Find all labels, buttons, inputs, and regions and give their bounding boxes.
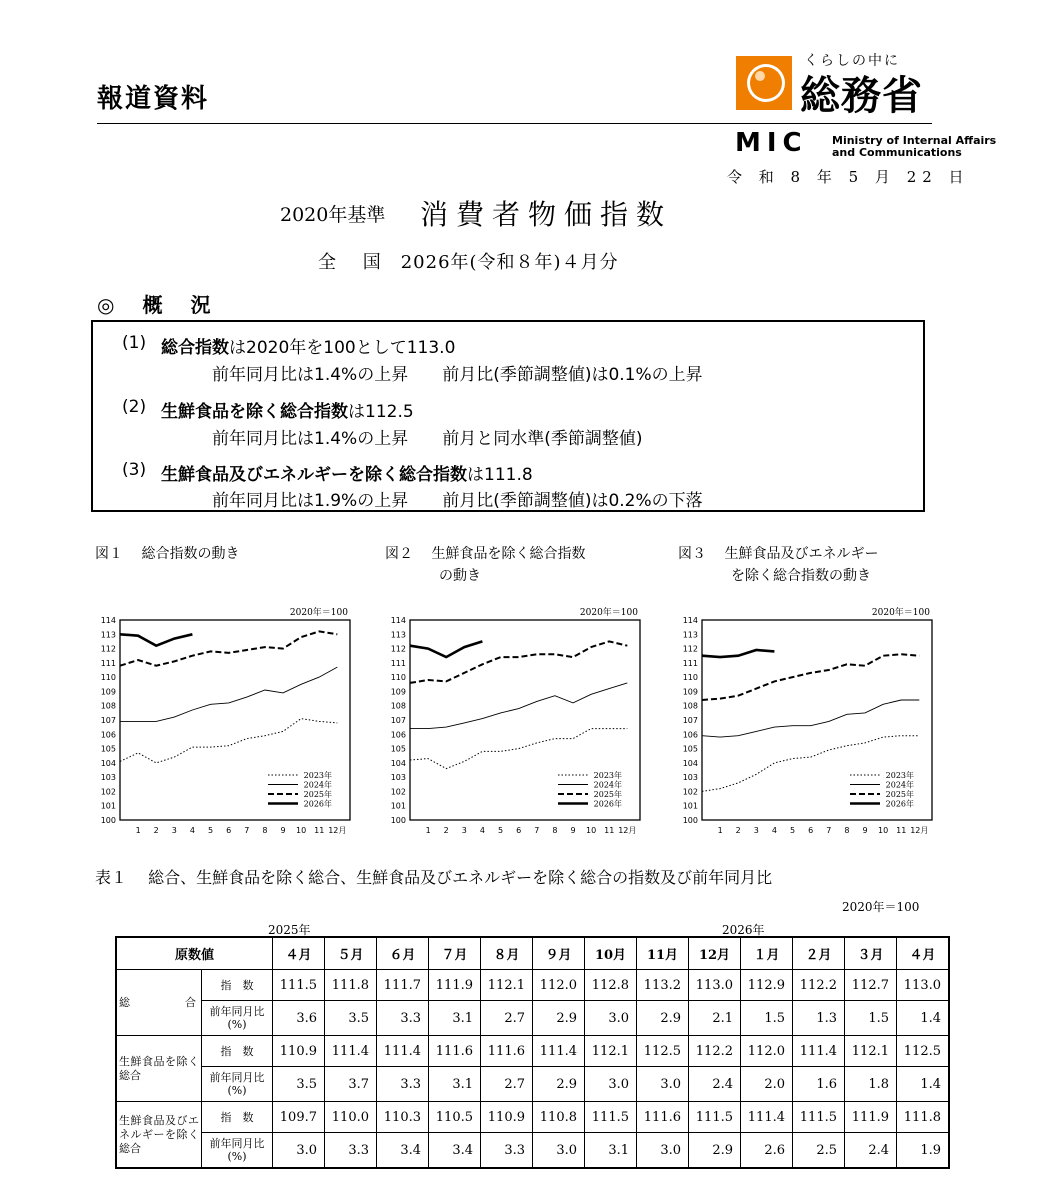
table-cell: 112.5 <box>897 1036 950 1067</box>
table-yoy-label-unit: (%) <box>227 1150 247 1163</box>
y-tick-label: 101 <box>682 801 698 811</box>
month-header: ３月 <box>845 937 897 970</box>
table-cell: 3.0 <box>585 1067 637 1102</box>
overview-item-detail: 前年同月比は1.4%の上昇 前月と同水準(季節調整値) <box>212 429 643 449</box>
table-row-index <box>116 970 949 1001</box>
y-tick-label: 114 <box>390 616 406 625</box>
y-tick-label: 103 <box>682 773 698 783</box>
y-tick-label: 113 <box>390 630 406 640</box>
y-tick-label: 105 <box>100 744 116 754</box>
table-caption: 表１ 総合、生鮮食品を除く総合、生鮮食品及びエネルギーを除く総合の指数及び前年同月比 <box>95 868 773 887</box>
y-tick-label: 108 <box>390 701 406 711</box>
table-cell: 2.9 <box>533 1067 585 1102</box>
overview-item-bold: 生鮮食品を除く総合指数 <box>161 402 348 422</box>
table-cell: 3.0 <box>637 1067 689 1102</box>
table-cell: 113.2 <box>637 970 689 1001</box>
x-tick-label: 8 <box>844 826 850 835</box>
month-header: ８月 <box>481 937 533 970</box>
cpi-data-table <box>115 936 950 1169</box>
y-tick-label: 110 <box>100 673 116 683</box>
x-tick-label: 10 <box>296 826 307 835</box>
figure-caption-line: 図１ 総合指数の動き <box>95 546 240 562</box>
chart-unit-label: 2020年＝100 <box>289 608 348 618</box>
overview-item-number: (2) <box>122 397 147 417</box>
table-cell: 3.6 <box>273 1001 325 1036</box>
table-group-label: 生鮮食品を除く総合 <box>116 1036 202 1102</box>
table-cell: 111.5 <box>273 970 325 1001</box>
figure-caption-line: を除く総合指数の動き <box>731 568 871 584</box>
legend-label: 2024年 <box>593 780 622 790</box>
x-tick-label: 1 <box>717 826 723 835</box>
x-tick-label: 12月 <box>618 826 637 835</box>
table-cell: 3.0 <box>273 1133 325 1169</box>
table-cell: 111.4 <box>533 1036 585 1067</box>
title-base-year: 2020年基準 <box>280 204 386 226</box>
x-tick-label: 2 <box>153 826 159 835</box>
table-cell: 2.9 <box>533 1001 585 1036</box>
x-tick-label: 4 <box>479 826 485 835</box>
table-cell: 3.1 <box>585 1133 637 1169</box>
x-tick-label: 3 <box>171 826 177 835</box>
mic-fullname-line1: Ministry of Internal Affairs <box>832 134 997 147</box>
month-header: ２月 <box>793 937 845 970</box>
table-cell: 1.8 <box>845 1067 897 1102</box>
y-tick-label: 107 <box>100 716 116 725</box>
series-line-dashed <box>120 631 337 665</box>
table-head-label: 原数値 <box>116 937 273 970</box>
chart-cpi-excl-fresh-food-energy <box>672 600 952 845</box>
x-tick-label: 3 <box>461 826 467 835</box>
figure-caption-line: の動き <box>439 568 481 584</box>
series-line-bold <box>410 641 482 657</box>
x-tick-label: 6 <box>226 826 232 835</box>
x-tick-label: 11 <box>896 826 907 835</box>
table-cell: 111.6 <box>481 1036 533 1067</box>
overview-item-bold: 生鮮食品及びエネルギーを除く総合指数 <box>161 465 467 485</box>
x-tick-label: 9 <box>862 826 868 835</box>
y-tick-label: 105 <box>682 744 698 754</box>
legend-label: 2024年 <box>303 780 332 790</box>
legend-label: 2024年 <box>885 780 914 790</box>
table-unit: 2020年＝100 <box>842 900 920 914</box>
x-tick-label: 1 <box>135 826 141 835</box>
chart-unit-label: 2020年＝100 <box>579 608 638 618</box>
table-cell: 3.1 <box>429 1067 481 1102</box>
legend-label: 2025年 <box>885 790 914 799</box>
table-cell: 111.4 <box>325 1036 377 1067</box>
table-yoy-label-unit: (%) <box>227 1018 247 1031</box>
table-cell: 110.5 <box>429 1102 481 1133</box>
x-tick-label: 6 <box>516 826 522 835</box>
x-tick-label: 11 <box>314 826 325 835</box>
chart-cpi-excl-fresh-food <box>380 600 660 845</box>
table-cell: 112.7 <box>845 970 897 1001</box>
x-tick-label: 7 <box>244 826 250 835</box>
x-tick-label: 5 <box>498 826 504 835</box>
y-tick-label: 112 <box>100 644 116 654</box>
overview-item-headline <box>161 333 455 358</box>
y-tick-label: 112 <box>682 644 698 654</box>
y-tick-label: 102 <box>682 787 698 797</box>
table-yoy-label-line: 前年同月比 <box>209 1071 265 1084</box>
x-tick-label: 3 <box>753 826 759 835</box>
y-tick-label: 102 <box>100 787 116 797</box>
table-cell: 111.9 <box>845 1102 897 1133</box>
table-cell: 3.5 <box>325 1001 377 1036</box>
x-tick-label: 4 <box>189 826 195 835</box>
table-yoy-label-unit: (%) <box>227 1084 247 1097</box>
table-group-label: 総 合 <box>116 970 202 1036</box>
x-tick-label: 7 <box>534 826 540 835</box>
table-cell: 111.7 <box>377 970 429 1001</box>
month-header: 10月 <box>585 937 637 970</box>
table-cell: 3.3 <box>377 1067 429 1102</box>
x-tick-label: 2 <box>443 826 449 835</box>
y-tick-label: 105 <box>390 744 406 754</box>
table-cell: 110.9 <box>481 1102 533 1133</box>
table-cell: 2.9 <box>637 1001 689 1036</box>
table-cell: 2.0 <box>741 1067 793 1102</box>
overview-item-detail: 前年同月比は1.9%の上昇 前月比(季節調整値)は0.2%の下落 <box>212 491 703 511</box>
table-cell: 2.4 <box>845 1133 897 1169</box>
mic-abbreviation: MIC <box>735 128 808 158</box>
table-cell: 112.0 <box>533 970 585 1001</box>
y-tick-label: 111 <box>390 658 406 668</box>
table-row-yoy <box>116 1067 949 1102</box>
table-cell: 1.4 <box>897 1001 950 1036</box>
table-cell: 2.7 <box>481 1067 533 1102</box>
table-cell: 111.8 <box>897 1102 950 1133</box>
y-tick-label: 111 <box>682 658 698 668</box>
logo-ministry-name: 総務省 <box>800 73 923 119</box>
month-header: １月 <box>741 937 793 970</box>
y-tick-label: 103 <box>100 773 116 783</box>
table-cell: 112.2 <box>689 1036 741 1067</box>
header-divider <box>97 123 932 124</box>
month-header: 11月 <box>637 937 689 970</box>
table-cell: 111.4 <box>377 1036 429 1067</box>
table-yoy-label-line: 前年同月比 <box>209 1005 265 1018</box>
y-tick-label: 109 <box>100 687 116 697</box>
table-cell: 112.5 <box>637 1036 689 1067</box>
series-line-thin <box>702 700 919 737</box>
x-tick-label: 10 <box>586 826 597 835</box>
series-line-thin <box>410 683 627 729</box>
table-cell: 110.0 <box>325 1102 377 1133</box>
legend-label: 2026年 <box>303 799 332 809</box>
chart-cpi-all-items <box>90 600 370 845</box>
x-tick-label: 5 <box>208 826 214 835</box>
series-line-dashed <box>702 654 919 700</box>
series-line-thin <box>120 667 337 721</box>
overview-item-rest: は112.5 <box>348 402 414 422</box>
y-tick-label: 100 <box>682 816 698 825</box>
y-tick-label: 104 <box>100 758 116 768</box>
table-cell: 3.4 <box>429 1133 481 1169</box>
x-tick-label: 1 <box>425 826 431 835</box>
overview-item-rest: は111.8 <box>467 465 533 485</box>
y-tick-label: 101 <box>390 801 406 811</box>
table-index-label: 指 数 <box>202 1102 273 1133</box>
y-tick-label: 107 <box>390 716 406 725</box>
y-tick-label: 108 <box>100 701 116 711</box>
table-cell: 3.7 <box>325 1067 377 1102</box>
overview-item-headline <box>161 460 533 485</box>
table-cell: 111.8 <box>325 970 377 1001</box>
table-cell: 1.5 <box>845 1001 897 1036</box>
y-tick-label: 111 <box>100 658 116 668</box>
table-cell: 112.9 <box>741 970 793 1001</box>
overview-item-number: (1) <box>122 333 147 353</box>
table-row-index <box>116 1102 949 1133</box>
x-tick-label: 8 <box>552 826 558 835</box>
table-cell: 1.5 <box>741 1001 793 1036</box>
month-header: ９月 <box>533 937 585 970</box>
ministry-logo-icon <box>736 56 792 110</box>
overview-item-bold: 総合指数 <box>161 338 229 358</box>
chart-unit-label: 2020年＝100 <box>871 608 930 618</box>
table-cell: 3.5 <box>273 1067 325 1102</box>
table-cell: 2.6 <box>741 1133 793 1169</box>
table-cell: 112.2 <box>793 970 845 1001</box>
x-tick-label: 12月 <box>328 826 347 835</box>
legend-label: 2025年 <box>593 790 622 799</box>
overview-item-detail: 前年同月比は1.4%の上昇 前月比(季節調整値)は0.1%の上昇 <box>212 365 703 385</box>
series-line-bold <box>120 634 192 645</box>
logo-tagline: くらしの中に <box>804 53 900 69</box>
series-line-dashed <box>410 641 627 683</box>
legend-label: 2023年 <box>593 771 622 780</box>
table-year-label: 2026年 <box>722 923 765 937</box>
table-cell: 3.1 <box>429 1001 481 1036</box>
table-cell: 3.3 <box>481 1133 533 1169</box>
overview-item-headline <box>161 397 414 422</box>
figure-caption <box>678 543 878 587</box>
table-cell: 1.6 <box>793 1067 845 1102</box>
table-cell: 112.8 <box>585 970 637 1001</box>
y-tick-label: 112 <box>390 644 406 654</box>
table-row-index <box>116 1036 949 1067</box>
y-tick-label: 109 <box>682 687 698 697</box>
table-yoy-label <box>202 1133 273 1169</box>
x-tick-label: 7 <box>826 826 832 835</box>
table-cell: 3.0 <box>585 1001 637 1036</box>
table-cell: 112.1 <box>481 970 533 1001</box>
x-tick-label: 5 <box>790 826 796 835</box>
table-cell: 113.0 <box>897 970 950 1001</box>
y-tick-label: 102 <box>390 787 406 797</box>
table-cell: 113.0 <box>689 970 741 1001</box>
table-yoy-label <box>202 1067 273 1102</box>
table-cell: 1.4 <box>897 1067 950 1102</box>
table-cell: 2.7 <box>481 1001 533 1036</box>
table-cell: 1.9 <box>897 1133 950 1169</box>
y-tick-label: 108 <box>682 701 698 711</box>
y-tick-label: 104 <box>682 758 698 768</box>
table-cell: 111.6 <box>429 1036 481 1067</box>
month-header: ６月 <box>377 937 429 970</box>
table-cell: 1.3 <box>793 1001 845 1036</box>
table-year-label: 2025年 <box>268 923 311 937</box>
y-tick-label: 100 <box>100 816 116 825</box>
table-cell: 2.9 <box>689 1133 741 1169</box>
table-cell: 110.8 <box>533 1102 585 1133</box>
table-row-yoy <box>116 1001 949 1036</box>
x-tick-label: 12月 <box>910 826 929 835</box>
table-cell: 111.4 <box>793 1036 845 1067</box>
overview-item-number: (3) <box>122 460 147 480</box>
release-date: 令 和 8 年 5 月 22 日 <box>727 168 970 186</box>
press-release-label: 報道資料 <box>97 84 210 114</box>
table-cell: 109.7 <box>273 1102 325 1133</box>
x-tick-label: 8 <box>262 826 268 835</box>
y-tick-label: 113 <box>100 630 116 640</box>
x-tick-label: 2 <box>735 826 741 835</box>
page-title: 消費者物価指数 <box>420 198 673 231</box>
table-cell: 110.3 <box>377 1102 429 1133</box>
x-tick-label: 9 <box>280 826 286 835</box>
table-yoy-label-line: 前年同月比 <box>209 1137 265 1150</box>
series-line-dotted <box>410 729 627 769</box>
x-tick-label: 10 <box>878 826 889 835</box>
month-header: 12月 <box>689 937 741 970</box>
table-cell: 3.0 <box>533 1133 585 1169</box>
y-tick-label: 100 <box>390 816 406 825</box>
month-header: ４月 <box>897 937 950 970</box>
y-tick-label: 104 <box>390 758 406 768</box>
table-cell: 111.9 <box>429 970 481 1001</box>
table-cell: 3.3 <box>325 1133 377 1169</box>
page-subtitle: 全 国 2026年(令和８年)４月分 <box>318 252 619 273</box>
y-tick-label: 106 <box>682 730 698 740</box>
y-tick-label: 110 <box>682 673 698 683</box>
month-header: ５月 <box>325 937 377 970</box>
y-tick-label: 114 <box>100 616 116 625</box>
figure-caption <box>95 543 239 565</box>
overview-item-rest: は2020年を100として113.0 <box>229 338 456 358</box>
table-cell: 112.0 <box>741 1036 793 1067</box>
table-group-label: 生鮮食品及びエネルギーを除く総合 <box>116 1102 202 1169</box>
legend-label: 2026年 <box>593 799 622 809</box>
legend-label: 2026年 <box>885 799 914 809</box>
mic-fullname-line2: and Communications <box>832 146 962 159</box>
legend-label: 2025年 <box>303 790 332 799</box>
table-index-label: 指 数 <box>202 1036 273 1067</box>
table-row-yoy <box>116 1133 949 1169</box>
y-tick-label: 113 <box>682 630 698 640</box>
x-tick-label: 6 <box>808 826 814 835</box>
y-tick-label: 106 <box>100 730 116 740</box>
table-header-row <box>116 937 949 970</box>
x-tick-label: 11 <box>604 826 615 835</box>
y-tick-label: 101 <box>100 801 116 811</box>
table-cell: 3.3 <box>377 1001 429 1036</box>
month-header: ４月 <box>273 937 325 970</box>
table-yoy-label <box>202 1001 273 1036</box>
table-cell: 112.1 <box>845 1036 897 1067</box>
figure-caption <box>385 543 585 587</box>
y-tick-label: 109 <box>390 687 406 697</box>
table-cell: 111.5 <box>585 1102 637 1133</box>
table-cell: 2.1 <box>689 1001 741 1036</box>
table-cell: 111.5 <box>793 1102 845 1133</box>
table-cell: 3.0 <box>637 1133 689 1169</box>
table-cell: 2.5 <box>793 1133 845 1169</box>
table-cell: 2.4 <box>689 1067 741 1102</box>
y-tick-label: 110 <box>390 673 406 683</box>
x-tick-label: 4 <box>771 826 777 835</box>
table-cell: 111.6 <box>637 1102 689 1133</box>
figure-caption-line: 図３ 生鮮食品及びエネルギー <box>678 546 879 562</box>
table-cell: 3.4 <box>377 1133 429 1169</box>
series-line-dotted <box>120 719 337 763</box>
figure-caption-line: 図２ 生鮮食品を除く総合指数 <box>385 546 586 562</box>
y-tick-label: 106 <box>390 730 406 740</box>
legend-label: 2023年 <box>303 771 332 780</box>
table-cell: 111.5 <box>689 1102 741 1133</box>
table-cell: 112.1 <box>585 1036 637 1067</box>
series-line-bold <box>702 650 774 657</box>
y-tick-label: 107 <box>682 716 698 725</box>
overview-heading: ◎ 概 況 <box>97 293 215 317</box>
x-tick-label: 9 <box>570 826 576 835</box>
y-tick-label: 114 <box>682 616 698 625</box>
y-tick-label: 103 <box>390 773 406 783</box>
table-cell: 110.9 <box>273 1036 325 1067</box>
table-cell: 111.4 <box>741 1102 793 1133</box>
table-index-label: 指 数 <box>202 970 273 1001</box>
month-header: ７月 <box>429 937 481 970</box>
legend-label: 2023年 <box>885 771 914 780</box>
